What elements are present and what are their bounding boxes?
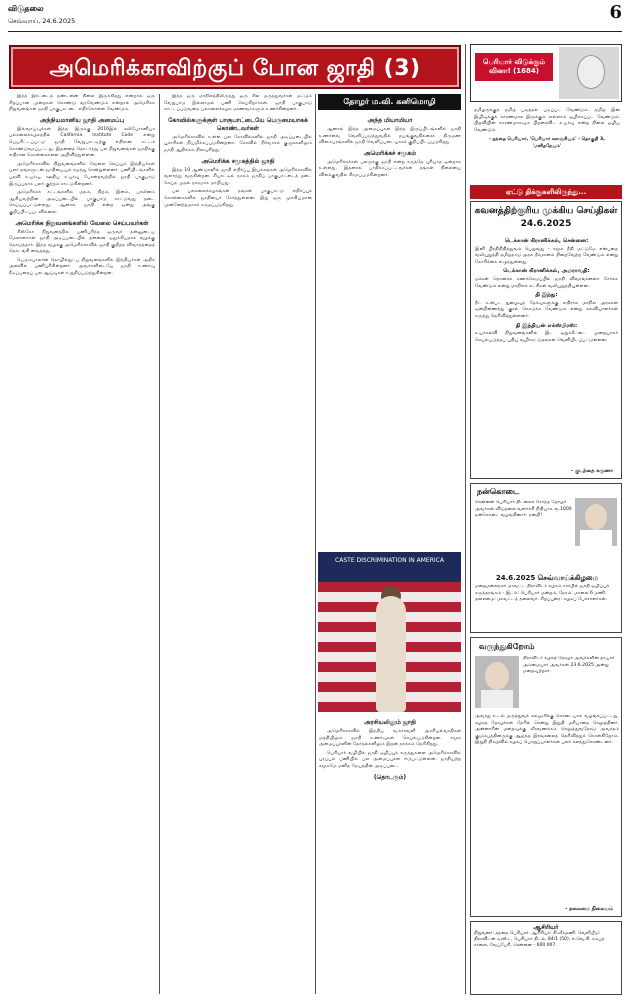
imprint-box	[470, 921, 622, 995]
article-paragraph: அமெரிக்கச் சட்டங்களில் மதம், நிறம், இனம், பாலினம் ஆகியவற்றின் அடிப்படையில் பாகுபாடு காட்டுவது தடை செய்யப்பட்டுள்ளது. ஆனால் ஜாதி என்ற ஒன்று அங்கு குறிப்பிடப்படவில்லை.	[9, 190, 155, 215]
article-paragraph: பல பல்கலைக்கழகங்கள் தங்கள் பாகுபாட்டு எதிர்ப்புக் கொள்கைகளில் ஜாதியைச் சேர்த்துள்ளன. இது ஒரு முக்கியமான முன்னேற்றமாகக் கருதப்படுகிறது.	[164, 189, 312, 208]
article-paragraph: இந்த இரட்டைத் தண்டனை நிலை இருக்கிறது என்றால் ஒரு சிறப்பான முறைகள் கொண்டு வரவேண்டும் என்றால் அமெரிக்க நிறுவனங்கள் ஜாதி பாகுபாட்டை எதிர்கொள்ள வேண்டும்.	[9, 94, 155, 113]
news-source: டெக்கான் கிரானிக்கல், சென்னை:	[504, 238, 589, 244]
article-subheading: அமெரிக்க சமூகத்தில் ஜாதி	[201, 157, 275, 165]
article-paragraph: இந்த 10 ஆண்டுகளில் ஜாதி எதிர்ப்பு இயக்கங்கள் அமெரிக்காவில் வளர்ந்து வருகின்றன. சியாட்டில் நகரம் ஜாதிப் பாகுபாட்டைத் தடை செய்த முதல் நகரமாக மாறியது.	[164, 167, 312, 186]
photo-face	[485, 662, 509, 690]
periyar-question-label: பெரியார் விடுக்கும் வினா! (1684)	[475, 53, 553, 81]
news-item: நீட் உள்பட நுழைவுத் தேர்வுகளுக்கு எதிராக மாநில அரசுகள் ஒன்றிணைந்து குரல் கொடுக்க வேண்டும் என்று கல்வியாளர்கள் கருத்து தெரிவித்துள்ளனர்.	[475, 300, 618, 319]
article-paragraph: அமெரிக்காவில் உள்ள பல கோவில்களில் ஜாதி அடிப்படையில் பூசாரிகள் நியமிக்கப்படுகின்றனர். கோவில் நிர்வாகக் குழுக்களிலும் ஜாதி ஆதிக்கம் நிலவுகிறது.	[164, 134, 312, 153]
periyar-portrait	[559, 47, 619, 99]
periyar-question-box	[470, 44, 622, 102]
author-byline: தோழர் ம.வி. கனிமொழி	[318, 94, 461, 110]
news-digest-box	[470, 201, 622, 479]
article-paragraph: அமெரிக்காவில் நிறுவனங்களில் வேலை செய்யும் இந்தியர்கள் பலர் தங்களுடன் ஜாதியையும் சுமந்து சென்றுள்ளனர். பணியிடங்களில் பதவி உயர்வு, ஊதிய உயர்வு போன்றவற்றில் ஜாதி பாகுபாடு இருப்பதாக பலர் குற்றம் சாட்டுகின்றனர்.	[9, 161, 155, 187]
section-bar: ஏட்டு திக்குகளிலிருந்து...	[470, 185, 622, 199]
quote-signature: - தந்தை பெரியார், 'பெரியார் களஞ்சியம்' - தொகுதி 3, 'மனிதநேயம்'	[489, 137, 605, 149]
article-subheading: அரசியலிலும் ஜாதி	[364, 719, 416, 726]
paper-name: விடுதலை	[8, 4, 44, 13]
portrait-face	[577, 55, 605, 89]
news-digest-body	[475, 236, 618, 476]
news-digest-date: 24.6.2025	[520, 219, 572, 229]
article-paragraph: பெரும்பாலான தொழில்நுட்ப நிறுவனங்களில் இந்தியர்கள் அதிக அளவில் பணிபுரிகின்றனர். அவர்களிடையே ஜாதி உணர்வு நீடிப்பதைப் பல ஆய்வுகள் உறுதிப்படுத்துகின்றன.	[9, 257, 155, 277]
article-subheading: அமெரிக்கச் சமூகம்	[363, 149, 417, 157]
article-continued: (தொடரும்)	[373, 773, 407, 781]
news-source: தி இந்து:	[535, 292, 558, 299]
condolence-box	[470, 637, 622, 917]
page-number: 6	[609, 2, 622, 23]
news-source: தி இந்தியன் எக்ஸ்பிரஸ்:	[515, 322, 578, 329]
condolence-signature: - தலைமை நிலையம்	[565, 906, 613, 912]
condolence-text-more: அவரது உடல் மருத்துவக் கல்லூரிக்கு கொடையாக வழங்கப்பட்டது. கழகத் தோழர்கள் நேரில் சென்று இறுதி மரியாதை செலுத்தினர். அன்னாரின் மறைவுக்கு வீரவணக்கம் செலுத்துவதோடு அவர்தம் குடும்பத்தினருக்கு ஆழ்ந்த இரங்கலைத் தெரிவித்துக் கொள்கிறோம். இறுதி நிகழ்வில் கழகப் பொறுப்பாளர்கள் பலர் கலந்துகொண்டனர்.	[475, 714, 619, 746]
article-column-1	[9, 94, 155, 994]
news-digest-title: கவனத்திற்குரிய முக்கிய செய்திகள்	[474, 206, 618, 216]
quote-text: தமிழருக்குத் தமிழ் படித்தல் படிப்பட வேண்டும். தமிழ் இன இழிவுக்குக் காரணமாக இருக்கும் எல்லாம் ஒழிக்கப்பட வேண்டும். பிறவியின் காரணமாகவும் பிறரைவிட உயர்வு என்ற நிலை ஒழிய வேண்டும்.	[474, 108, 620, 133]
event-date: 24.6.2025 செவ்வாய்க்கிழமை	[495, 574, 599, 582]
deceased-photo	[475, 656, 519, 708]
article-paragraph: ஆனால் இந்த அமைப்புகள் இந்த இருப்பிடங்களில் ஜாதி உணர்வை வெளிப்படுத்துவதில் தயங்குவதில்லை. திருமண விளம்பரங்களில் ஜாதி வெளிப்படையாகக் குறிப்பிடப்படுகிறது.	[319, 127, 461, 146]
column-rule	[159, 94, 160, 994]
article-subheading: அமெரிக்க நிறுவனங்களில் வேலை செய்பவர்கள்	[15, 219, 149, 227]
article-column-3-top	[319, 114, 461, 548]
article-paragraph: அமெரிக்காவில் இந்திய வம்சாவளி அரசியல்வாதிகள் மத்தியிலும் ஜாதி உணர்வுகள் செயல்படுகின்றன. சமூக அமைப்புகளின் தேர்தல்களிலும் இதன் தாக்கம் தெரிகிறது.	[319, 729, 461, 748]
issue-date: செவ்வாய், 24.6.2025	[8, 17, 76, 25]
donation-title: நன்கொடை	[477, 487, 520, 496]
donation-box	[470, 483, 622, 633]
photo-caption: CASTE DISCRIMINATION IN AMERICA	[318, 552, 461, 582]
photo-face	[585, 504, 607, 530]
article-paragraph: இவ்வாய்வுக்கள் இந்த இருக்கு 2016இல் கலிபோர்னியா பல்கலைக்கழகத்தில் California Institute Code என்று பெயரிட்டப்பட்டு ஜாதி வேறுபாட்டிற்கு எதிரான சட்டம் கொண்டுவரப்பட்டது. இதனைத் தொடர்ந்து பல நிறுவனங்கள் ஜாதிக்கு எதிரான கொள்கைகளை அறிவித்துள்ளன.	[9, 126, 155, 159]
article-subheading: அந்த மியாமியா	[367, 117, 413, 124]
article-column-2	[164, 94, 312, 994]
news-item: மக்கள் தொகைக் கணக்கெடுப்பில் ஜாதி விவரங்களைச் சேர்க்க வேண்டும் என்று மாநிலக் கட்சிகள் வலியுறுத்தியுள்ளன.	[475, 276, 618, 289]
news-signature: - குடந்தை கருணா	[571, 468, 613, 474]
news-source: டெக்கான் கிரானிக்கல், அமராவதி:	[503, 268, 590, 275]
photo-shirt	[580, 530, 612, 546]
column-rule	[315, 94, 316, 994]
column-rule	[465, 44, 466, 994]
condolence-title: வருந்துகிறோம்	[479, 642, 535, 651]
article-subheading: அந்நியமானிய ஜாதி அமைப்பு	[39, 116, 125, 124]
article-photo	[318, 552, 461, 712]
news-item: உயர்கல்வி நிறுவனங்களில் இட ஒதுக்கீட்டை முறையாகச் செயல்படுத்தப் புதிய வழிகாட்டுதல்கள் வெளியிடப்பட்டுள்ளன.	[475, 331, 618, 343]
imprint-text: நிறுவனர்: தந்தை பெரியார். ஆசிரியர்: கி.வீரமணி. வெளியீடு: திராவிடன் டிரஸ்ட், பெரியார் திடல், 84/1 (50), ஈ.வெ.கி. சம்பத் சாலை, வேப்பேரி, சென்னை - 600 007.	[474, 931, 605, 948]
donation-text: சென்னை பெரியார் திடலைச் சேர்ந்த தோழர் அவர்கள் விடுதலை வளர்ச்சி நிதியாக ரூ.1000 நன்கொடை வழங்கினார். நன்றி!	[475, 500, 572, 519]
page-header	[8, 2, 622, 32]
event-details: மறைமலைநகர் மாவட்ட திராவிடர் கழகம் சார்பில் ஜாதி ஒழிப்புக் கருத்தரங்கம் - இடம்: பெரியார் மன்றம், நேரம்: மாலை 6 மணி. தலைமை: மாவட்டத் தலைவர். சிறப்புரை: கழகப் பேச்சாளர்கள்.	[475, 584, 610, 603]
periyar-quote	[474, 108, 620, 180]
article-paragraph: பெரியார் வழியில் ஜாதி ஒழிப்புக் கருத்துகளை அமெரிக்காவில் பரப்பும் பணியில் பல அமைப்புகள் ஈடுபட்டுள்ளன. ஜாதியற்ற சமூகமே மனித நேயத்தின் அடிப்படை.	[319, 750, 461, 769]
news-item: இனி பிரதிநிதித்துவம் பெறுவது - சமூக நீதி மட்டுமே என்பதை வலியுறுத்தி தமிழ்நாடு அரசு தீர்மானம் நிறைவேற்ற வேண்டும் என்று கோரிக்கை எழுந்துள்ளது.	[475, 246, 618, 265]
condolence-text: திராவிடர் கழகத் தோழர் அவர்களின் தாயார் அம்மையார் அவர்கள் 23.6.2025 அன்று மறைவுற்றார்.	[523, 656, 615, 675]
article-paragraph: அமெரிக்கர்கள் பலருக்கு ஜாதி என்ற கருத்தே புரியாத ஒன்றாக உள்ளது. இதனால் பாதிக்கப்பட்டவர்கள் தங்கள் நிலையை விளக்குவதில் சிரமப்படுகின்றனர்.	[319, 159, 461, 178]
figure-body	[376, 596, 406, 712]
article-paragraph: சிஸ்கோ நிறுவனத்தில் பணிபுரிந்த ஒருவர் தன்னுடைய மேலாளர்கள் ஜாதி அடிப்படையில் தன்னை ஒதுக்கியதாக வழக்கு தொடுத்தார். இந்த வழக்கு அமெரிக்காவில் ஜாதி குறித்த விவாதத்தைத் தொடங்கி வைத்தது.	[9, 229, 155, 255]
imprint-title: ஆசிரியர்	[533, 924, 559, 931]
photo-shirt	[481, 690, 513, 708]
donor-photo	[575, 498, 617, 546]
headline-banner: அமெரிக்காவிற்குப் போன ஜாதி (3)	[9, 45, 461, 89]
article-paragraph: இந்த ஒரு மாநிலத்திலிருந்து ஒரு சில மருத்துவர்கள் மட்டும் வேறுபாடு இல்லாமல் பணி செய்கிறார்கள். ஜாதி பாகுபாடு காட்டப்படுவதை பல்கலைக்கழக மாணவர்களும் உணர்கின்றனர்.	[164, 94, 312, 113]
article-column-3-bottom	[319, 716, 461, 994]
article-subheading: கோவில்களுக்குள் பாகுபாட்டையே பெருமையாகக் கொண்டவர்கள்	[168, 116, 308, 132]
